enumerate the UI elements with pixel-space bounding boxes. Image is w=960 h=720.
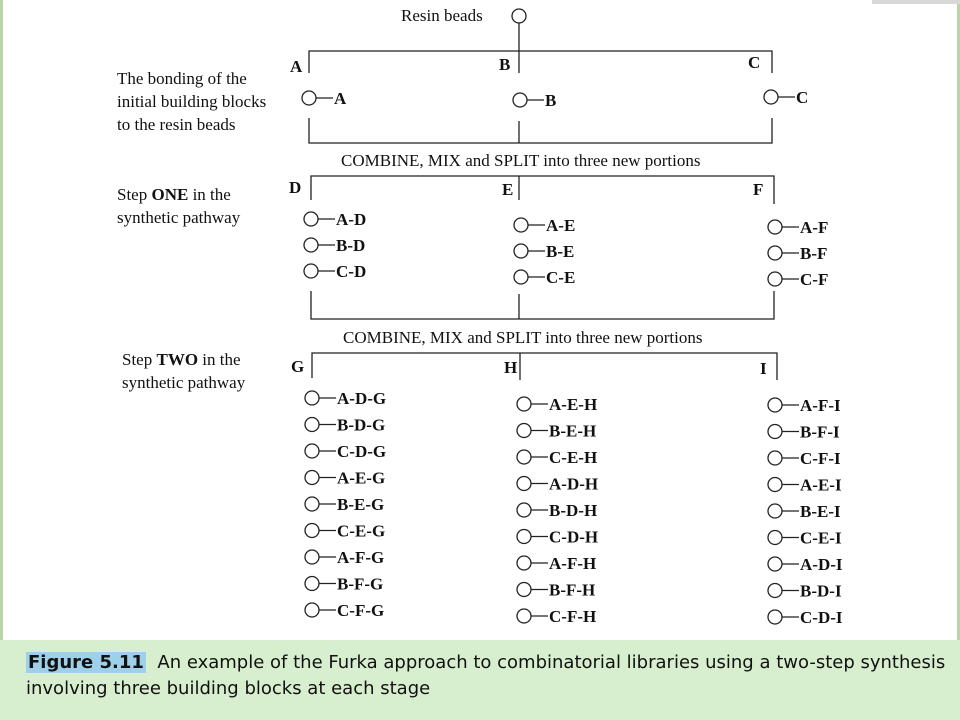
bead-c-d-h bbox=[517, 530, 531, 544]
row2-product-column-1 bbox=[305, 389, 386, 620]
bead-a bbox=[302, 91, 316, 105]
bead-a-f-i bbox=[768, 398, 782, 412]
product-b-f-i: B-F-I bbox=[800, 422, 840, 442]
product-c-d: C-D bbox=[336, 262, 367, 281]
branch-label-c: C bbox=[748, 53, 761, 72]
bead-a-e-h bbox=[517, 397, 531, 411]
row2-split-text: COMBINE, MIX and SPLIT into three new portions bbox=[343, 328, 703, 347]
product-c-e: C-E bbox=[546, 268, 576, 287]
row1-label-suffix: in the bbox=[188, 185, 231, 204]
product-b-f-h: B-F-H bbox=[549, 580, 596, 600]
row1-combine-bracket bbox=[311, 291, 774, 319]
product-c-e-h: C-E-H bbox=[549, 448, 598, 467]
bead-c-f-i bbox=[768, 451, 782, 465]
row1-label-prefix: Step bbox=[117, 185, 152, 204]
row1-label-bold: ONE bbox=[151, 185, 189, 204]
bead-b-f bbox=[768, 246, 782, 260]
bead-a-e-i bbox=[768, 478, 782, 492]
product-a-e-i: A-E-I bbox=[800, 475, 842, 495]
bead-a-e bbox=[514, 218, 528, 232]
row2-label-line2: synthetic pathway bbox=[122, 373, 246, 392]
product-b-e-h: B-E-H bbox=[549, 421, 597, 441]
bead-a-d-h bbox=[517, 477, 531, 491]
branch-label-f: F bbox=[753, 180, 764, 199]
row2-label-prefix: Step bbox=[122, 350, 157, 369]
row2-product-column-3 bbox=[768, 396, 843, 627]
bead-c-e bbox=[514, 270, 528, 284]
bead-c-e-g bbox=[305, 524, 319, 538]
bead-b-d-g bbox=[305, 418, 319, 432]
branch-label-b: B bbox=[499, 55, 511, 74]
product-c-f-h: C-F-H bbox=[549, 607, 597, 626]
row1-label-line1 bbox=[117, 185, 231, 204]
figure-caption-text: An example of the Furka approach to combinatorial libraries using a two-step synthesis involving three building blocks at each stage bbox=[26, 652, 946, 699]
row0-top-bracket bbox=[309, 51, 772, 73]
product-a-d-h: A-D-H bbox=[549, 474, 599, 494]
product-b-d-g: B-D-G bbox=[337, 415, 386, 435]
row2-label-suffix: in the bbox=[198, 350, 241, 369]
product-a-f: A-F bbox=[800, 218, 829, 237]
figure-label: Figure 5.11 bbox=[28, 652, 144, 673]
branch-label-d: D bbox=[289, 178, 302, 197]
row1-product-column-3 bbox=[768, 218, 828, 289]
product-b-e-i: B-E-I bbox=[800, 502, 841, 521]
bead-b bbox=[513, 93, 527, 107]
product-c-d-i: C-D-I bbox=[800, 608, 843, 627]
row1-product-column-1 bbox=[304, 210, 366, 281]
branch-label-a: A bbox=[290, 57, 303, 76]
bead-b-d bbox=[304, 238, 318, 252]
row-step-two bbox=[122, 328, 843, 627]
product-c: C bbox=[796, 88, 809, 107]
row0-label-line2: initial building blocks bbox=[117, 92, 267, 111]
bead-a-f-h bbox=[517, 556, 531, 570]
product-c-d-g: C-D-G bbox=[337, 442, 387, 461]
bead-c-f-g bbox=[305, 603, 319, 617]
bead-c-e-h bbox=[517, 450, 531, 464]
row1-top-bracket bbox=[311, 176, 774, 204]
product-b-f: B-F bbox=[800, 244, 828, 263]
row2-label-bold: TWO bbox=[156, 350, 199, 369]
product-c-f: C-F bbox=[800, 270, 829, 289]
bead-a-e-g bbox=[305, 471, 319, 485]
bead-c-d-i bbox=[768, 610, 782, 624]
bead-a-f-g bbox=[305, 550, 319, 564]
product-a-e-g: A-E-G bbox=[337, 468, 386, 488]
row2-product-column-2 bbox=[517, 395, 598, 626]
product-b-f-g: B-F-G bbox=[337, 574, 384, 594]
bead-b-d-h bbox=[517, 503, 531, 517]
bead-b-e-h bbox=[517, 424, 531, 438]
branch-label-e: E bbox=[502, 180, 514, 199]
bead-c-f bbox=[768, 272, 782, 286]
product-a-e: A-E bbox=[546, 216, 576, 235]
row1-split-text: COMBINE, MIX and SPLIT into three new portions bbox=[341, 151, 701, 170]
bead-b-f-h bbox=[517, 583, 531, 597]
bead-b-f-i bbox=[768, 425, 782, 439]
bead-b-d-i bbox=[768, 584, 782, 598]
product-a-d: A-D bbox=[336, 210, 367, 229]
row0-label-line1: The bonding of the bbox=[117, 69, 247, 88]
bead-c-e-i bbox=[768, 531, 782, 545]
figure-caption bbox=[26, 650, 946, 702]
bead-c-d-g bbox=[305, 444, 319, 458]
product-c-e-g: C-E-G bbox=[337, 521, 386, 541]
product-b-e-g: B-E-G bbox=[337, 495, 385, 514]
branch-label-h: H bbox=[504, 358, 518, 377]
product-b-d: B-D bbox=[336, 236, 366, 255]
product-a-d-i: A-D-I bbox=[800, 555, 843, 574]
product-a-f-h: A-F-H bbox=[549, 554, 597, 573]
product-c-f-i: C-F-I bbox=[800, 449, 841, 468]
row1-product-column-2 bbox=[514, 216, 575, 287]
row1-label-line2: synthetic pathway bbox=[117, 208, 241, 227]
product-b: B bbox=[545, 91, 557, 110]
product-c-d-h: C-D-H bbox=[549, 527, 599, 547]
product-a-f-i: A-F-I bbox=[800, 396, 841, 415]
bead-b-e-i bbox=[768, 504, 782, 518]
bead-c-f-h bbox=[517, 609, 531, 623]
product-a-f-g: A-F-G bbox=[337, 548, 385, 567]
branch-label-g: G bbox=[291, 357, 305, 376]
product-a-d-g: A-D-G bbox=[337, 389, 387, 408]
row-initial-bonding bbox=[117, 51, 808, 143]
product-c-e-i: C-E-I bbox=[800, 528, 842, 548]
row2-top-bracket bbox=[312, 353, 777, 380]
bead-c-d bbox=[304, 264, 318, 278]
resin-bead bbox=[512, 9, 526, 23]
bead-b-f-g bbox=[305, 577, 319, 591]
product-b-d-i: B-D-I bbox=[800, 581, 842, 601]
row-step-one bbox=[117, 151, 828, 319]
row0-label-line3: to the resin beads bbox=[117, 115, 236, 134]
product-c-f-g: C-F-G bbox=[337, 601, 385, 620]
bead-a-d-i bbox=[768, 557, 782, 571]
bead-a-f bbox=[768, 220, 782, 234]
bead-b-e bbox=[514, 244, 528, 258]
branch-label-i: I bbox=[760, 359, 767, 378]
bead-c bbox=[764, 90, 778, 104]
product-b-d-h: B-D-H bbox=[549, 501, 598, 520]
bead-a-d bbox=[304, 212, 318, 226]
product-a: A bbox=[334, 89, 347, 108]
resin-beads-label: Resin beads bbox=[401, 6, 483, 25]
row0-combine-bracket bbox=[309, 118, 772, 143]
row2-label-line1 bbox=[122, 350, 241, 369]
product-b-e: B-E bbox=[546, 242, 575, 261]
product-a-e-h: A-E-H bbox=[549, 395, 598, 414]
bead-a-d-g bbox=[305, 391, 319, 405]
bead-b-e-g bbox=[305, 497, 319, 511]
